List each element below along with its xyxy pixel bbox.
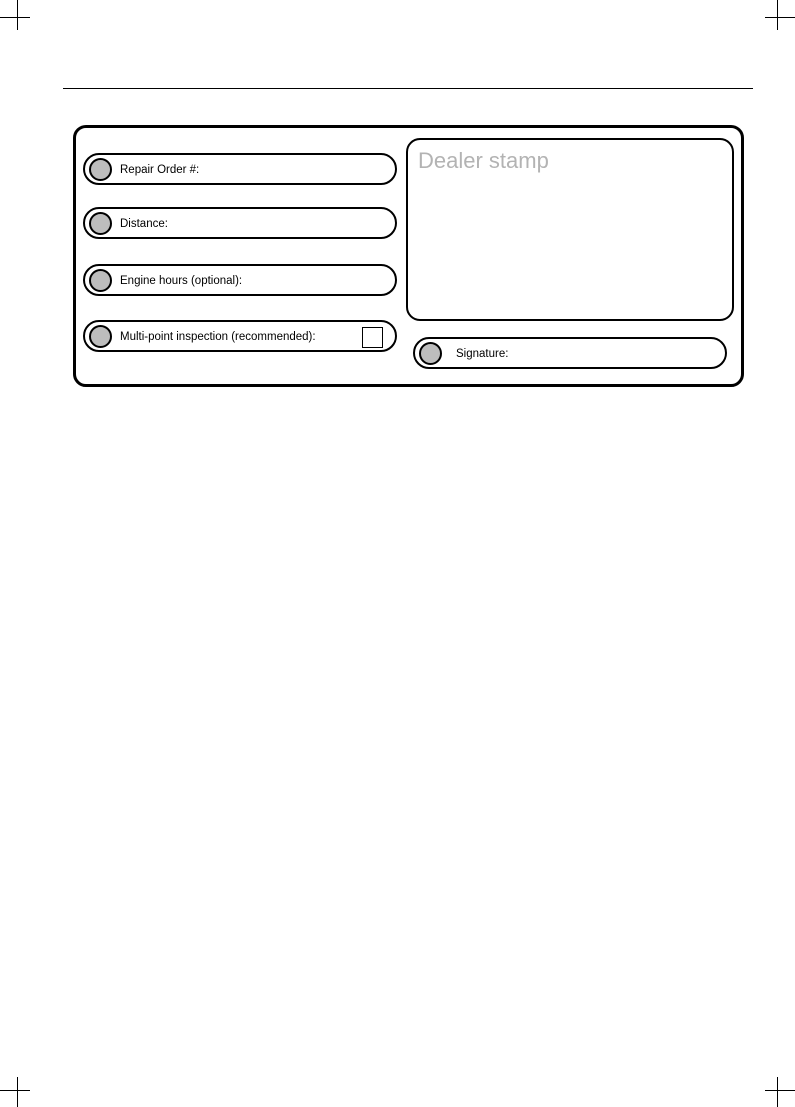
crop-mark xyxy=(777,0,778,30)
crop-mark xyxy=(0,1090,30,1091)
signature-field[interactable] xyxy=(413,337,727,369)
signature-label: Signature: xyxy=(456,348,509,360)
distance-field[interactable] xyxy=(83,207,397,239)
repair-order-field[interactable] xyxy=(83,153,397,185)
distance-label: Distance: xyxy=(120,218,168,230)
inspection-label: Multi-point inspection (recommended): xyxy=(120,331,316,343)
inspection-checkbox[interactable] xyxy=(362,327,383,348)
crop-mark xyxy=(777,1077,778,1107)
indicator-circle-icon xyxy=(89,158,112,181)
indicator-circle-icon xyxy=(89,269,112,292)
crop-mark xyxy=(17,1077,18,1107)
indicator-circle-icon xyxy=(89,212,112,235)
indicator-circle-icon xyxy=(89,325,112,348)
header-rule xyxy=(63,88,753,89)
crop-mark xyxy=(765,17,795,18)
indicator-circle-icon xyxy=(419,342,442,365)
crop-mark xyxy=(17,0,18,30)
crop-mark xyxy=(0,17,30,18)
crop-mark xyxy=(765,1090,795,1091)
engine-hours-label: Engine hours (optional): xyxy=(120,275,243,287)
engine-hours-field[interactable] xyxy=(83,264,397,296)
repair-order-label: Repair Order #: xyxy=(120,164,200,176)
inspection-field xyxy=(83,320,397,352)
dealer-stamp-area[interactable] xyxy=(406,138,734,321)
dealer-stamp-label: Dealer stamp xyxy=(418,148,549,173)
